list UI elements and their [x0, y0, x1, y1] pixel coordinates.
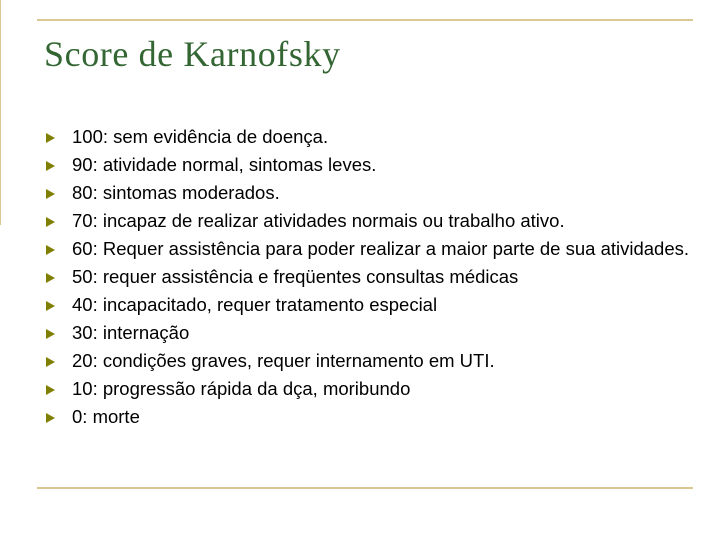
list-item-text: 30: internação — [72, 322, 190, 343]
list-item — [46, 181, 696, 205]
list-item-text: 20: condições graves, requer internamento em UTI. — [72, 350, 495, 371]
bottom-tick-mid — [0, 125, 1, 175]
triangle-bullet-icon — [46, 329, 55, 339]
top-tick-mid — [0, 25, 1, 50]
list-item — [46, 153, 696, 177]
list-item-text: 50: requer assistência e freqüentes consultas médicas — [72, 266, 519, 287]
list-item-text: 0: morte — [72, 406, 140, 427]
list-item-text: 80: sintomas moderados. — [72, 182, 280, 203]
list-item — [46, 209, 696, 233]
list-item — [46, 321, 696, 345]
list-item-text: 60: Requer assistência para poder realizar a maior parte de sua atividades. — [72, 238, 690, 259]
list-item-text: 90: atividade normal, sintomas leves. — [72, 154, 377, 175]
top-divider — [37, 19, 693, 21]
top-tick-right — [0, 50, 1, 75]
triangle-bullet-icon — [46, 217, 55, 227]
slide-title: Score de Karnofsky — [44, 34, 341, 74]
list-item — [46, 237, 696, 261]
triangle-bullet-icon — [46, 161, 55, 171]
triangle-bullet-icon — [46, 189, 55, 199]
list-item-text: 100: sem evidência de doença. — [72, 126, 329, 147]
bullet-list — [46, 125, 696, 433]
triangle-bullet-icon — [46, 413, 55, 423]
list-item-text: 40: incapacitado, requer tratamento especial — [72, 294, 438, 315]
list-item — [46, 265, 696, 289]
list-item — [46, 377, 696, 401]
list-item — [46, 293, 696, 317]
list-item — [46, 125, 696, 149]
triangle-bullet-icon — [46, 301, 55, 311]
triangle-bullet-icon — [46, 357, 55, 367]
list-item-text: 70: incapaz de realizar atividades normais ou trabalho ativo. — [72, 210, 565, 231]
top-tick-left — [0, 0, 1, 25]
bottom-tick-left — [0, 75, 1, 125]
triangle-bullet-icon — [46, 245, 55, 255]
triangle-bullet-icon — [46, 385, 55, 395]
triangle-bullet-icon — [46, 273, 55, 283]
triangle-bullet-icon — [46, 133, 55, 143]
list-item — [46, 349, 696, 373]
bottom-divider — [37, 487, 693, 489]
bottom-tick-right — [0, 175, 1, 225]
list-item — [46, 405, 696, 429]
list-item-text: 10: progressão rápida da dça, moribundo — [72, 378, 411, 399]
